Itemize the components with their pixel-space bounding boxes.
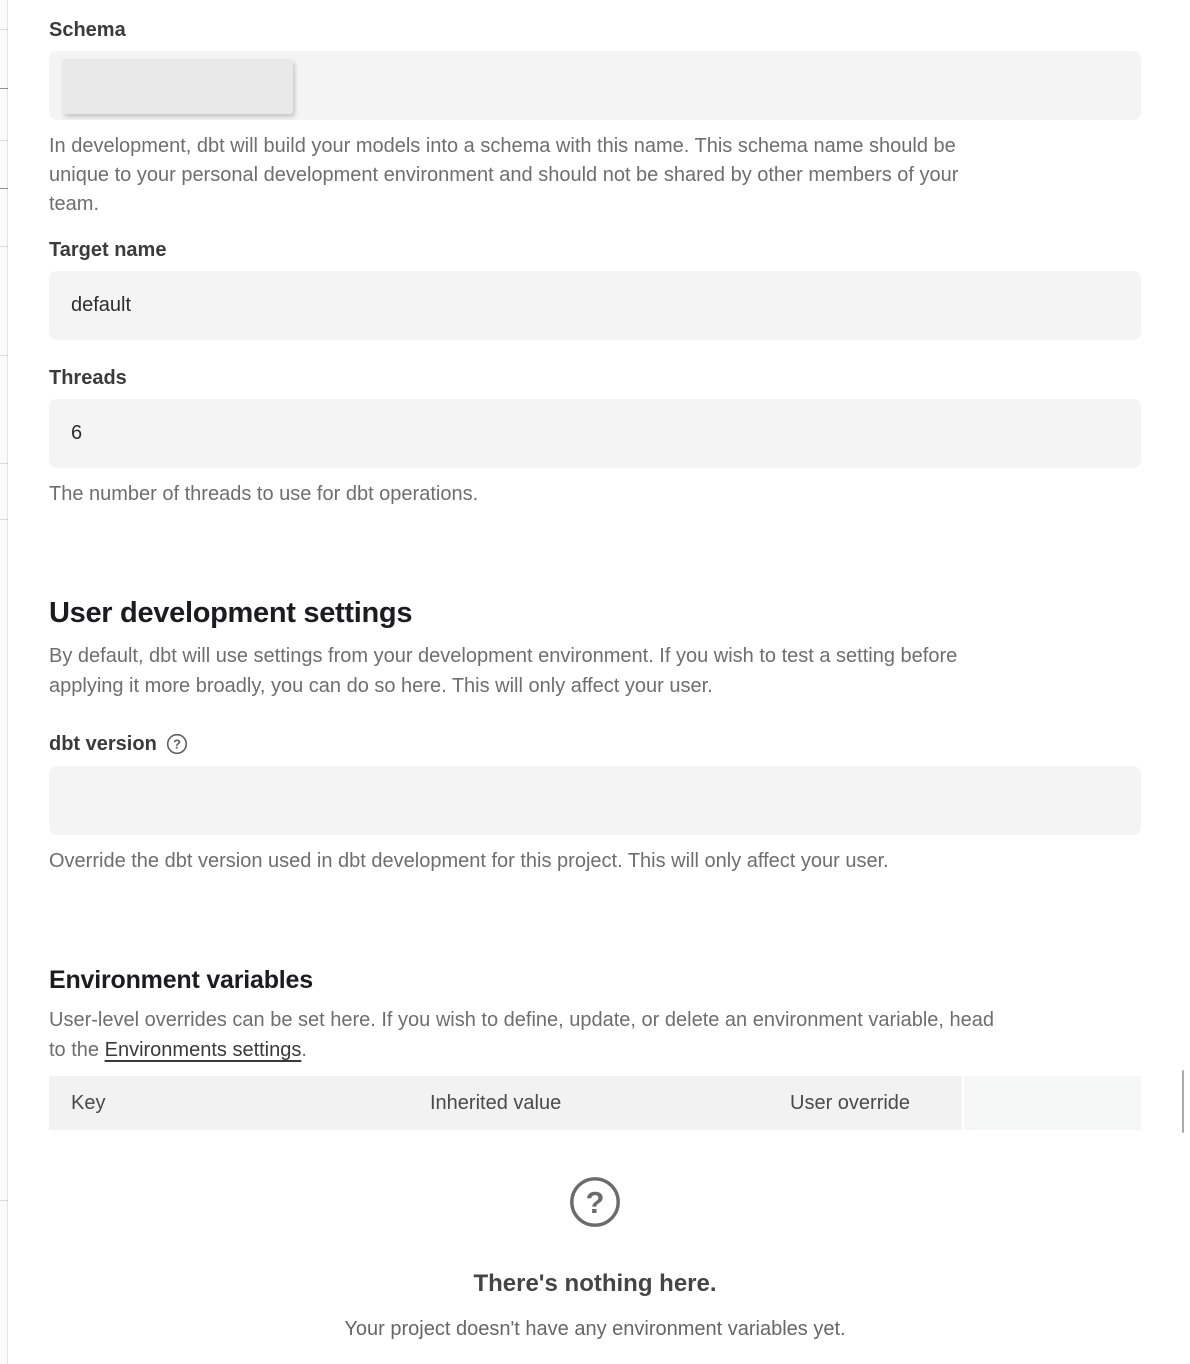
- column-header-inherited-value: Inherited value: [430, 1092, 562, 1114]
- schema-help-line: team.: [49, 193, 100, 215]
- scrollbar-thumb[interactable]: [1182, 1070, 1184, 1133]
- empty-state-subtitle: Your project doesn't have any environment variables yet.: [344, 1318, 846, 1340]
- env-vars-table-header: [49, 1076, 1141, 1130]
- column-header-key: Key: [71, 1092, 106, 1114]
- threads-input[interactable]: [49, 399, 1141, 468]
- column-header-user-override: User override: [790, 1092, 911, 1114]
- empty-state-title: There's nothing here.: [473, 1270, 717, 1297]
- dbt-version-label: dbt version: [49, 733, 157, 755]
- threads-label: Threads: [49, 367, 127, 389]
- column-header-actions: [962, 1076, 1141, 1130]
- user-development-settings-description: [49, 641, 1141, 701]
- target-name-input[interactable]: [49, 271, 1141, 340]
- svg-text:?: ?: [172, 736, 181, 752]
- env-vars-empty-state: [49, 1130, 1141, 1342]
- user-development-settings-title: User development settings: [49, 597, 413, 629]
- description-line: User-level overrides can be set here. If you wish to define, update, or delete an environment variable, head: [49, 1009, 994, 1031]
- question-circle-icon[interactable]: [166, 733, 188, 755]
- svg-text:?: ?: [585, 1185, 605, 1220]
- dbt-version-help-text: Override the dbt version used in dbt development for this project. This will only affect your user.: [49, 850, 889, 872]
- question-circle-empty-icon: [569, 1176, 621, 1228]
- threads-help-text: The number of threads to use for dbt operations.: [49, 483, 479, 505]
- schema-value-redaction-overlay: [62, 59, 293, 114]
- schema-help-text: [49, 132, 1141, 219]
- target-name-input-value: default: [71, 294, 132, 316]
- schema-help-line: unique to your personal development environment and should not be shared by other members of your: [49, 164, 959, 186]
- threads-input-value: 6: [71, 422, 83, 444]
- environment-variables-description: [49, 1005, 1141, 1065]
- dbt-version-input[interactable]: [49, 766, 1141, 835]
- dbt-version-label-row: [49, 732, 1141, 756]
- link-suffix-text: .: [301, 1039, 307, 1061]
- schema-input[interactable]: [49, 51, 1141, 120]
- description-line: By default, dbt will use settings from your development environment. If you wish to test a setting before: [49, 645, 958, 667]
- environments-settings-link[interactable]: Environments settings: [104, 1039, 302, 1061]
- description-line: [49, 1035, 1141, 1065]
- description-line: applying it more broadly, you can do so here. This will only affect your user.: [49, 675, 713, 697]
- schema-help-line: In development, dbt will build your models into a schema with this name. This schema name should be: [49, 135, 956, 157]
- target-name-label: Target name: [49, 239, 167, 261]
- link-prefix-text: to the: [49, 1039, 105, 1061]
- environment-variables-title: Environment variables: [49, 966, 313, 994]
- schema-label: Schema: [49, 19, 126, 41]
